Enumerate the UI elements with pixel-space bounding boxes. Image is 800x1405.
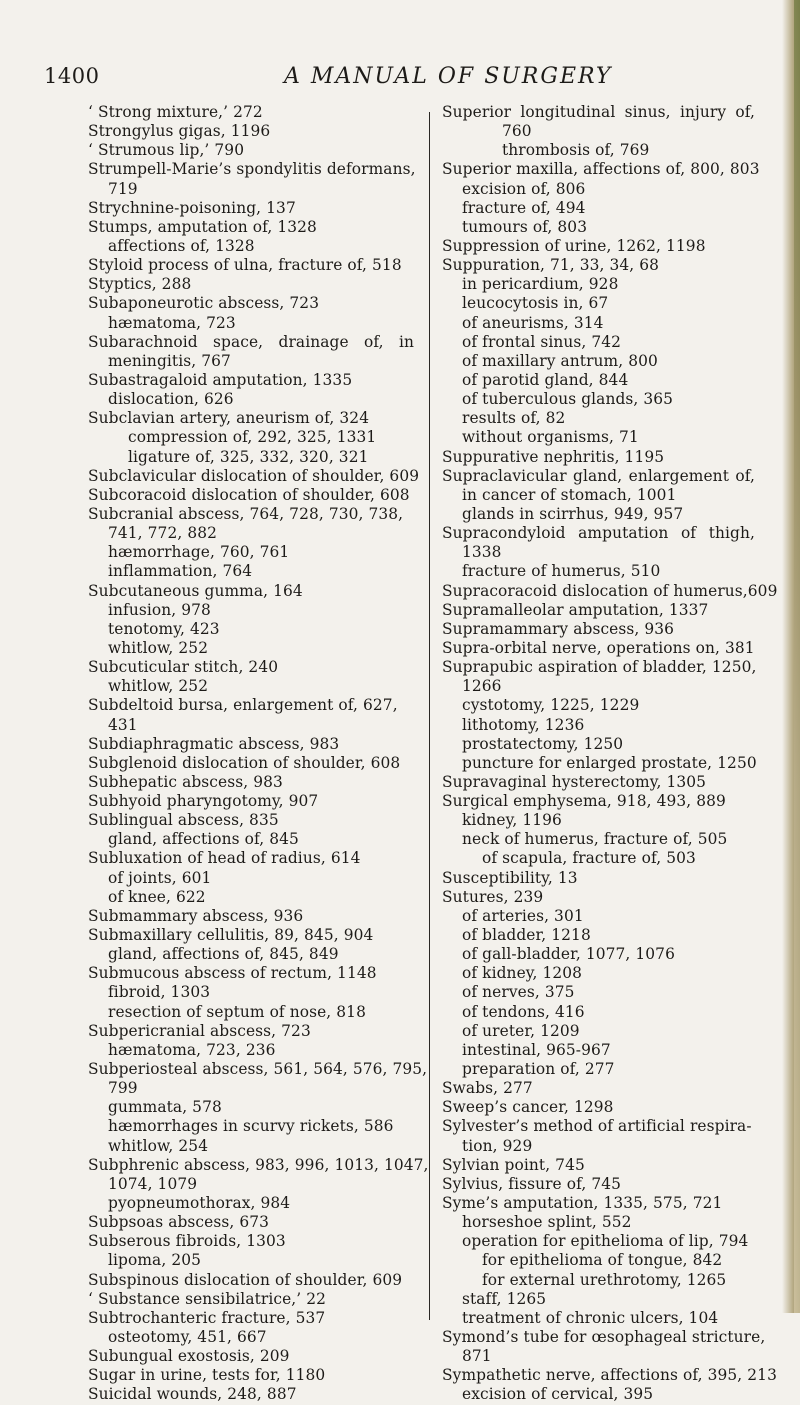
index-entry: Subdiaphragmatic abscess, 983 <box>88 734 340 753</box>
index-subentry: leucocytosis in, 67 <box>462 294 609 313</box>
running-title: A MANUAL OF SURGERY <box>284 64 613 89</box>
index-subentry: fracture of, 494 <box>462 198 586 217</box>
index-subentry: hæmatoma, 723, 236 <box>108 1040 276 1059</box>
index-subentry: horseshoe splint, 552 <box>462 1213 632 1232</box>
index-subentry: 431 <box>108 715 138 734</box>
index-subentry: in cancer of stomach, 1001 <box>462 485 677 504</box>
index-entry: Sylvian point, 745 <box>442 1155 585 1174</box>
index-subentry: gummata, 578 <box>108 1098 222 1117</box>
index-entry: Subcutaneous gumma, 164 <box>88 581 303 600</box>
index-subentry: meningitis, 767 <box>108 351 231 370</box>
index-subentry: of ureter, 1209 <box>462 1021 580 1040</box>
index-subentry: operation for epithelioma of lip, 794 <box>462 1232 749 1251</box>
index-subentry: lipoma, 205 <box>108 1251 201 1270</box>
index-entry: Subcoracoid dislocation of shoulder, 608 <box>88 485 410 504</box>
index-subentry: hæmorrhage, 760, 761 <box>108 543 290 562</box>
index-subentry: excision of, 806 <box>462 179 586 198</box>
index-entry: Sutures, 239 <box>442 887 544 906</box>
index-subentry: of tendons, 416 <box>462 1002 585 1021</box>
index-entry: Stumps, amputation of, 1328 <box>88 217 317 236</box>
index-subentry: of joints, 601 <box>108 868 212 887</box>
index-entry: Strychnine-poisoning, 137 <box>88 198 296 217</box>
index-entry: Subphrenic abscess, 983, 996, 1013, 1047, <box>88 1155 429 1174</box>
index-subentry: fracture of humerus, 510 <box>462 562 661 581</box>
index-entry: Supramalleolar amputation, 1337 <box>442 600 709 619</box>
index-subentry: hæmorrhages in scurvy rickets, 586 <box>108 1117 394 1136</box>
index-subentry: dislocation, 626 <box>108 390 234 409</box>
index-subentry: of tuberculous glands, 365 <box>462 390 674 409</box>
index-entry: Sugar in urine, tests for, 1180 <box>88 1366 326 1385</box>
index-entry: Submaxillary cellulitis, 89, 845, 904 <box>88 926 374 945</box>
index-subentry: gland, affections of, 845, 849 <box>108 945 339 964</box>
index-entry: Subarachnoid space, drainage of, in <box>88 332 414 351</box>
index-subentry: staff, 1265 <box>462 1289 547 1308</box>
index-entry: Syme’s amputation, 1335, 575, 721 <box>442 1194 723 1213</box>
index-subentry: whitlow, 252 <box>108 677 209 696</box>
index-entry: Suppression of urine, 1262, 1198 <box>442 236 706 255</box>
index-subentry: 760 <box>502 122 532 141</box>
index-subentry: preparation of, 277 <box>462 1060 615 1079</box>
index-subentry: glands in scirrhus, 949, 957 <box>462 504 684 523</box>
index-subentry: gland, affections of, 845 <box>108 830 299 849</box>
index-entry: Subhepatic abscess, 983 <box>88 772 283 791</box>
index-subentry: tumours of, 803 <box>462 217 588 236</box>
index-entry: Sylvester’s method of artificial respira- <box>442 1117 752 1136</box>
index-entry: Subclavian artery, aneurism of, 324 <box>88 409 370 428</box>
index-entry: Subcranial abscess, 764, 728, 730, 738, <box>88 504 404 523</box>
index-subentry: cystotomy, 1225, 1229 <box>462 696 640 715</box>
index-subentry: lithotomy, 1236 <box>462 715 585 734</box>
index-subentry: infusion, 978 <box>108 600 211 619</box>
index-subentry: fibroid, 1303 <box>108 983 211 1002</box>
index-subentry: 1266 <box>462 677 502 696</box>
index-subentry: of knee, 622 <box>108 887 206 906</box>
index-entry: Suprapubic aspiration of bladder, 1250, <box>442 658 757 677</box>
index-entry: Subclavicular dislocation of shoulder, 609 <box>88 466 420 485</box>
index-subentry: for epithelioma of tongue, 842 <box>482 1251 723 1270</box>
index-subentry: of frontal sinus, 742 <box>462 332 622 351</box>
index-entry: Subcuticular stitch, 240 <box>88 658 279 677</box>
index-entry: Suicidal wounds, 248, 887 <box>88 1385 297 1404</box>
index-subentry: resection of septum of nose, 818 <box>108 1002 366 1021</box>
index-entry: Strongylus gigas, 1196 <box>88 122 271 141</box>
index-entry: Strumpell-Marie’s spondylitis deformans, <box>88 160 416 179</box>
index-entry: Surgical emphysema, 918, 493, 889 <box>442 792 726 811</box>
index-entry: Submucous abscess of rectum, 1148 <box>88 964 377 983</box>
index-subentry: in pericardium, 928 <box>462 275 619 294</box>
index-entry: Subglenoid dislocation of shoulder, 608 <box>88 753 401 772</box>
index-subentry: ligature of, 325, 332, 320, 321 <box>128 447 369 466</box>
index-entry: Submammary abscess, 936 <box>88 906 304 925</box>
index-subentry: pyopneumothorax, 984 <box>108 1194 291 1213</box>
index-entry: Subungual exostosis, 209 <box>88 1347 290 1366</box>
index-entry: Symond’s tube for œsophageal stricture, <box>442 1328 766 1346</box>
index-entry: Subspinous dislocation of shoulder, 609 <box>88 1270 403 1289</box>
index-entry: ‘ Strumous lip,’ 790 <box>88 141 245 160</box>
index-subentry: intestinal, 965-967 <box>462 1040 611 1059</box>
index-subentry: 871 <box>462 1347 492 1366</box>
index-entry: Subaponeurotic abscess, 723 <box>88 294 320 313</box>
index-entry: Supramammary abscess, 936 <box>442 619 675 638</box>
index-entry: Supraclavicular gland, enlargement of, <box>442 466 755 485</box>
index-subentry: without organisms, 71 <box>462 428 639 447</box>
index-entry: Swabs, 277 <box>442 1079 533 1098</box>
index-subentry: whitlow, 254 <box>108 1136 209 1155</box>
index-subentry: of arteries, 301 <box>462 906 584 925</box>
index-subentry: neck of humerus, fracture of, 505 <box>462 830 728 849</box>
index-subentry: excision of cervical, 395 <box>462 1385 654 1404</box>
index-subentry: of gall-bladder, 1077, 1076 <box>462 945 675 964</box>
index-entry: Subhyoid pharyngotomy, 907 <box>88 792 319 811</box>
index-entry: Sympathetic nerve, affections of, 395, 213 <box>442 1366 777 1385</box>
index-column-right <box>442 103 778 1405</box>
index-subentry: 741, 772, 882 <box>108 524 217 543</box>
index-entry: Styptics, 288 <box>88 275 192 294</box>
index-entry: Supravaginal hysterectomy, 1305 <box>442 772 707 791</box>
index-entry: ‘ Strong mixture,’ 272 <box>88 103 263 121</box>
index-entry: Subpericranial abscess, 723 <box>88 1021 311 1040</box>
index-subentry: of bladder, 1218 <box>462 926 591 945</box>
index-entry: Susceptibility, 13 <box>442 868 578 887</box>
index-subentry: puncture for enlarged prostate, 1250 <box>462 753 757 772</box>
index-subentry: 799 <box>108 1079 138 1098</box>
index-subentry: thrombosis of, 769 <box>502 141 650 160</box>
index-entry: Subperiosteal abscess, 561, 564, 576, 795, <box>88 1060 428 1079</box>
index-subentry: 1338 <box>462 543 502 562</box>
index-subentry: treatment of chronic ulcers, 104 <box>462 1308 719 1327</box>
index-subentry: whitlow, 252 <box>108 638 209 657</box>
index-subentry: results of, 82 <box>462 409 566 428</box>
index-entry: Subluxation of head of radius, 614 <box>88 849 361 868</box>
index-entry: Superior longitudinal sinus, injury of, <box>442 103 755 121</box>
index-entry: Suppuration, 71, 33, 34, 68 <box>442 256 660 275</box>
column-divider <box>429 112 430 1320</box>
index-entry: Subtrochanteric fracture, 537 <box>88 1308 326 1327</box>
index-subentry: hæmatoma, 723 <box>108 313 236 332</box>
index-entry: Styloid process of ulna, fracture of, 518 <box>88 256 402 275</box>
index-entry: Subserous fibroids, 1303 <box>88 1232 286 1251</box>
index-subentry: of parotid gland, 844 <box>462 370 629 389</box>
index-entry: ‘ Substance sensibilatrice,’ 22 <box>88 1289 327 1308</box>
index-entry: Supracoracoid dislocation of humerus,609 <box>442 581 778 600</box>
index-entry: Superior maxilla, affections of, 800, 803 <box>442 160 760 179</box>
index-subentry: of nerves, 375 <box>462 983 575 1002</box>
page-number: 1400 <box>44 64 100 88</box>
index-entry: Sylvius, fissure of, 745 <box>442 1174 622 1193</box>
index-entry: Subastragaloid amputation, 1335 <box>88 370 353 389</box>
index-subentry: for external urethrotomy, 1265 <box>482 1270 727 1289</box>
index-subentry: of scapula, fracture of, 503 <box>482 849 696 868</box>
index-subentry: affections of, 1328 <box>108 236 255 255</box>
index-subentry: prostatectomy, 1250 <box>462 734 624 753</box>
index-entry: Supracondyloid amputation of thigh, <box>442 524 755 543</box>
index-subentry: inflammation, 764 <box>108 562 253 581</box>
index-entry: Supra-orbital nerve, operations on, 381 <box>442 638 755 657</box>
index-entry: Sublingual abscess, 835 <box>88 811 279 830</box>
index-subentry: 1074, 1079 <box>108 1174 198 1193</box>
index-subentry: osteotomy, 451, 667 <box>108 1328 267 1346</box>
index-subentry: of kidney, 1208 <box>462 964 583 983</box>
index-entry: Sweep’s cancer, 1298 <box>442 1098 614 1117</box>
index-subentry: kidney, 1196 <box>462 811 562 830</box>
index-subentry: of aneurisms, 314 <box>462 313 604 332</box>
index-subentry: tion, 929 <box>462 1136 533 1155</box>
index-subentry: of maxillary antrum, 800 <box>462 351 658 370</box>
index-subentry: tenotomy, 423 <box>108 619 220 638</box>
index-subentry: compression of, 292, 325, 1331 <box>128 428 377 447</box>
page-edge-stain <box>794 0 800 1313</box>
page-header <box>44 64 744 94</box>
index-entry: Subpsoas abscess, 673 <box>88 1213 270 1232</box>
index-column-left <box>88 103 429 1405</box>
index-entry: Subdeltoid bursa, enlargement of, 627, <box>88 696 398 715</box>
index-entry: Suppurative nephritis, 1195 <box>442 447 665 466</box>
index-subentry: 719 <box>108 179 138 198</box>
